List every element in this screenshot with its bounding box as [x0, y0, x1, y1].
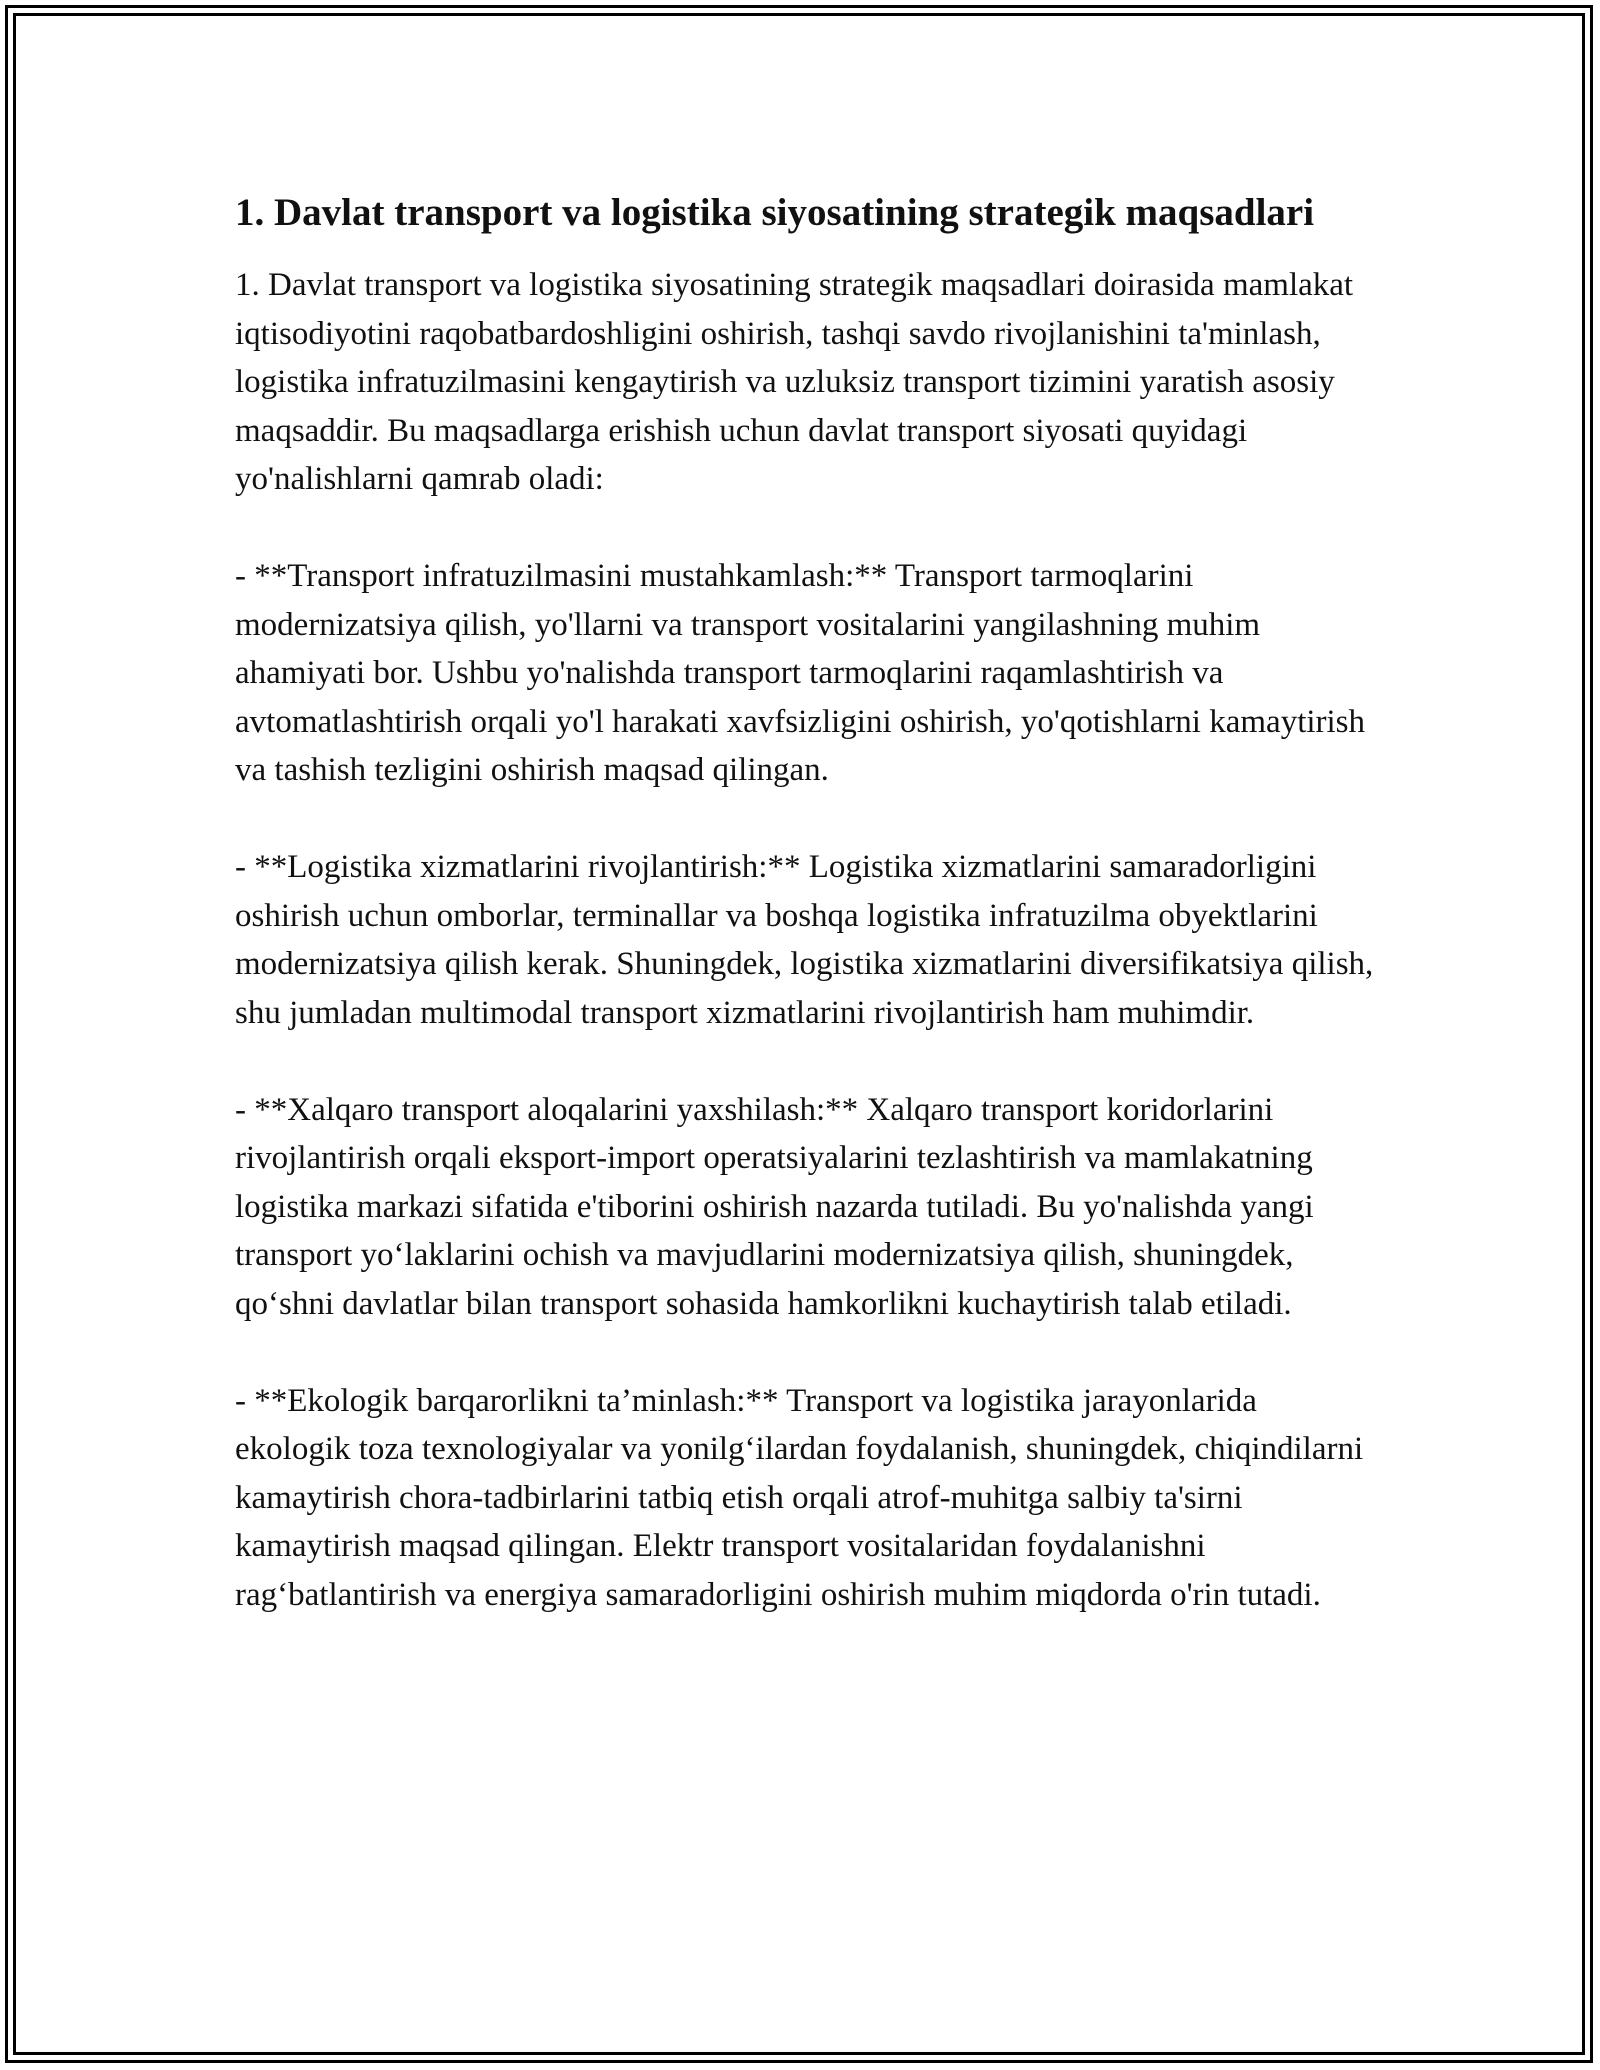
document-page [235, 185, 1375, 1668]
paragraph-ecological-sustainability: - **Ekologik barqarorlikni ta’minlash:** Transport va logistika jarayonlarida ekologik toza texnologiyalar va yonilg‘ilardan foydalanish, shuningdek, chiqindilarni kamaytirish chora-tadbirlarini tatbiq etish orqali atrof-muhitga salbiy ta'sirni kamaytirish maqsad qilingan. Elektr transport vositalaridan foydalanishni rag‘batlantirish va energiya samaradorligini oshirish muhim miqdorda o'rin tutadi. [235, 1382, 1364, 1613]
page-title: 1. Davlat transport va logistika siyosatining strategik maqsadlari [235, 191, 1315, 234]
intro-paragraph: 1. Davlat transport va logistika siyosatining strategik maqsadlari doirasida mamlakat iqtisodiyotini raqobatbardoshligini oshirish, tashqi savdo rivojlanishini ta'minlash, logistika infratuzilmasini kengaytirish va uzluksiz transport tizimini yaratish asosiy maqsaddir. Bu maqsadlarga erishish uchun davlat transport siyosati quyidagi yo'nalishlarni qamrab oladi: [235, 267, 1354, 497]
paragraph-international-links: - **Xalqaro transport aloqalarini yaxshilash:** Xalqaro transport koridorlarini rivojlantirish orqali eksport-import operatsiyalarini tezlashtirish va mamlakatning logistika markazi sifatida e'tiborini oshirish nazarda tutiladi. Bu yo'nalishda yangi transport yo‘laklarini ochish va mavjudlarini modernizatsiya qilish, shuningdek, qo‘shni davlatlar bilan transport sohasida hamkorlikni kuchaytirish talab etiladi. [235, 1091, 1314, 1322]
paragraph-logistics-services: - **Logistika xizmatlarini rivojlantirish:** Logistika xizmatlarini samaradorligini oshirish uchun omborlar, terminallar va boshqa logistika infratuzilma obyektlarini modernizatsiya qilish kerak. Shuningdek, logistika xizmatlarini diversifikatsiya qilish, shu jumladan multimodal transport xizmatlarini rivojlantirish ham muhimdir. [235, 849, 1374, 1031]
paragraph-transport-infrastructure: - **Transport infratuzilmasini mustahkamlash:** Transport tarmoqlarini modernizatsiya qilish, yo'llarni va transport vositalarini yangilashning muhim ahamiyati bor. Ushbu yo'nalishda transport tarmoqlarini raqamlashtirish va avtomatlashtirish orqali yo'l harakati xavfsizligini oshirish, yo'qotishlarni kamaytirish va tashish tezligini oshirish maqsad qilingan. [235, 558, 1366, 788]
